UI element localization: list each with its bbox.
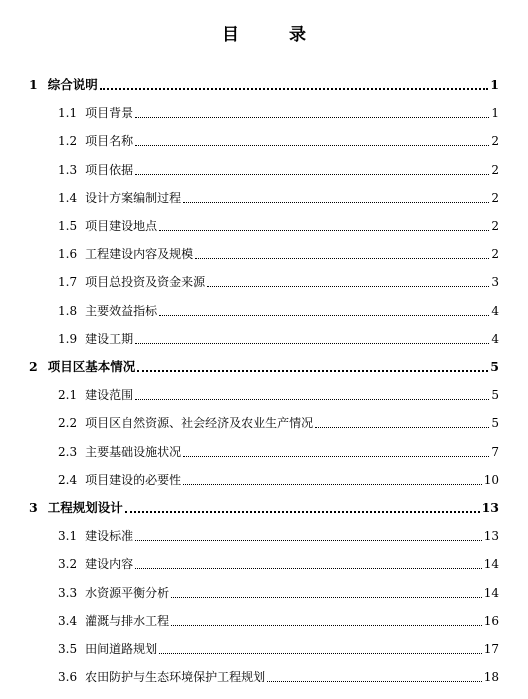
toc-entry-number: 3.1 <box>58 529 78 544</box>
toc-entry-label: 主要基础设施状况 <box>85 444 182 459</box>
toc-leader-dots <box>135 539 482 541</box>
page-title: 目 录 <box>222 25 328 45</box>
toc-leader-dots <box>171 624 482 626</box>
toc-entry-number: 3.2 <box>58 557 78 572</box>
toc-leader-dots <box>137 369 488 372</box>
toc-section-entry[interactable] <box>58 160 499 180</box>
toc-entry-number: 1.8 <box>58 303 78 318</box>
toc-entry-label: 建设内容 <box>85 557 134 572</box>
toc-section-entry[interactable] <box>58 442 499 462</box>
toc-entry-number: 3.5 <box>58 642 78 656</box>
toc-page-number: 13 <box>481 500 499 515</box>
toc-entry-number: 3.6 <box>58 670 78 685</box>
toc-entry-label: 项目总投资及资金来源 <box>85 275 206 290</box>
toc-entry-label: 综合说明 <box>47 77 98 92</box>
toc-chapter-entry[interactable] <box>29 357 499 377</box>
toc-entry-number: 1.5 <box>58 219 78 233</box>
toc-section-entry[interactable] <box>58 103 499 123</box>
toc-section-entry[interactable] <box>58 385 499 405</box>
toc-section-entry[interactable] <box>58 583 499 603</box>
toc-entry-label: 建设标准 <box>85 529 134 544</box>
toc-entry-number: 3.4 <box>58 613 78 628</box>
toc-section-entry[interactable] <box>58 272 499 292</box>
toc-entry-label: 工程规划设计 <box>47 500 123 515</box>
toc-page-number: 14 <box>483 585 499 600</box>
toc-section-entry[interactable] <box>58 611 499 631</box>
toc-leader-dots <box>183 201 489 203</box>
toc-leader-dots <box>183 483 482 485</box>
toc-entry-number: 2.3 <box>58 444 78 459</box>
toc-leader-dots <box>195 257 489 259</box>
toc-entry-label: 设计方案编制过程 <box>85 190 182 205</box>
toc-entry-number: 2.1 <box>58 388 78 403</box>
toc-entry-number: 1.2 <box>58 134 78 149</box>
toc-page-number: 5 <box>491 416 499 431</box>
toc-page-number: 4 <box>491 303 499 318</box>
toc-entry-label: 灌溉与排水工程 <box>85 613 170 628</box>
toc-entry-number: 2.2 <box>58 416 78 431</box>
toc-leader-dots <box>135 144 489 146</box>
toc-entry-label: 田间道路规划 <box>85 642 158 656</box>
toc-section-entry[interactable] <box>58 188 499 208</box>
toc-entry-number: 3 <box>29 500 38 515</box>
toc-page-number: 10 <box>483 472 499 487</box>
toc-section-entry[interactable] <box>58 667 499 687</box>
toc-section-entry[interactable] <box>58 244 499 264</box>
toc-entry-label: 建设工期 <box>85 331 134 346</box>
toc-entry-label: 农田防护与生态环境保护工程规划 <box>85 670 266 685</box>
toc-page-number: 2 <box>491 190 499 205</box>
toc-leader-dots <box>159 229 489 231</box>
toc-entry-number: 1 <box>29 77 38 92</box>
toc-section-entry[interactable] <box>58 131 499 151</box>
toc-entry-label: 项目建设的必要性 <box>85 472 182 487</box>
toc-entry-number: 2.4 <box>58 472 78 487</box>
toc-section-entry[interactable] <box>58 639 499 659</box>
toc-page-number: 14 <box>483 557 499 572</box>
toc-page-number: 5 <box>491 388 499 403</box>
toc-entry-number: 2 <box>29 359 38 374</box>
toc-entry-label: 项目背景 <box>85 106 134 121</box>
toc-page-number: 2 <box>491 247 499 262</box>
toc-entry-label: 工程建设内容及规模 <box>85 247 194 262</box>
toc-section-entry[interactable] <box>58 216 499 236</box>
toc-entry-label: 主要效益指标 <box>85 303 158 318</box>
toc-section-entry[interactable] <box>58 301 499 321</box>
toc-leader-dots <box>159 314 489 316</box>
toc-section-entry[interactable] <box>58 413 499 433</box>
toc-entry-label: 项目区基本情况 <box>47 359 136 374</box>
toc-page-number: 1 <box>490 77 499 92</box>
toc-page-number: 7 <box>491 444 499 459</box>
toc-page-number: 16 <box>483 613 499 628</box>
toc-leader-dots <box>183 455 489 457</box>
toc-entry-number: 1.3 <box>58 162 78 177</box>
toc-leader-dots <box>207 285 489 287</box>
toc-leader-dots <box>135 173 489 175</box>
toc-page-number: 4 <box>491 331 499 346</box>
toc-entry-label: 项目依据 <box>85 162 134 177</box>
toc-entry-label: 水资源平衡分析 <box>85 585 170 600</box>
toc-page-number: 18 <box>483 670 499 685</box>
toc-entry-number: 1.6 <box>58 247 78 262</box>
toc-leader-dots <box>135 398 489 400</box>
toc-entry-number: 1.1 <box>58 106 78 121</box>
toc-page-number: 2 <box>491 219 499 233</box>
toc-entry-label: 项目建设地点 <box>85 219 158 233</box>
toc-section-entry[interactable] <box>58 470 499 490</box>
toc-leader-dots <box>125 510 480 513</box>
toc-entry-label: 项目名称 <box>85 134 134 149</box>
toc-page-number: 5 <box>490 359 499 374</box>
toc-chapter-entry[interactable] <box>29 498 499 518</box>
toc-leader-dots <box>135 567 482 569</box>
toc-entry-number: 1.4 <box>58 190 78 205</box>
toc-leader-dots <box>315 426 489 428</box>
toc-section-entry[interactable] <box>58 554 499 574</box>
toc-page-number: 1 <box>491 106 499 121</box>
toc-entry-number: 3.3 <box>58 585 78 600</box>
toc-chapter-entry[interactable] <box>29 75 499 95</box>
toc-leader-dots <box>135 116 489 118</box>
toc-entry-label: 建设范围 <box>85 388 134 403</box>
toc-page-number: 3 <box>491 275 499 290</box>
toc-entry-number: 1.7 <box>58 275 78 290</box>
toc-leader-dots <box>267 680 482 682</box>
toc-leader-dots <box>100 87 489 90</box>
toc-section-entry[interactable] <box>58 526 499 546</box>
toc-page-number: 2 <box>491 162 499 177</box>
toc-page-number: 2 <box>491 134 499 149</box>
toc-leader-dots <box>135 342 489 344</box>
toc-leader-dots <box>159 652 482 654</box>
toc-page-number: 17 <box>483 642 499 656</box>
toc-leader-dots <box>171 596 482 598</box>
toc-entry-number: 1.9 <box>58 331 78 346</box>
toc-section-entry[interactable] <box>58 329 499 349</box>
toc-page-number: 13 <box>483 529 499 544</box>
toc-entry-label: 项目区自然资源、社会经济及农业生产情况 <box>85 416 314 431</box>
